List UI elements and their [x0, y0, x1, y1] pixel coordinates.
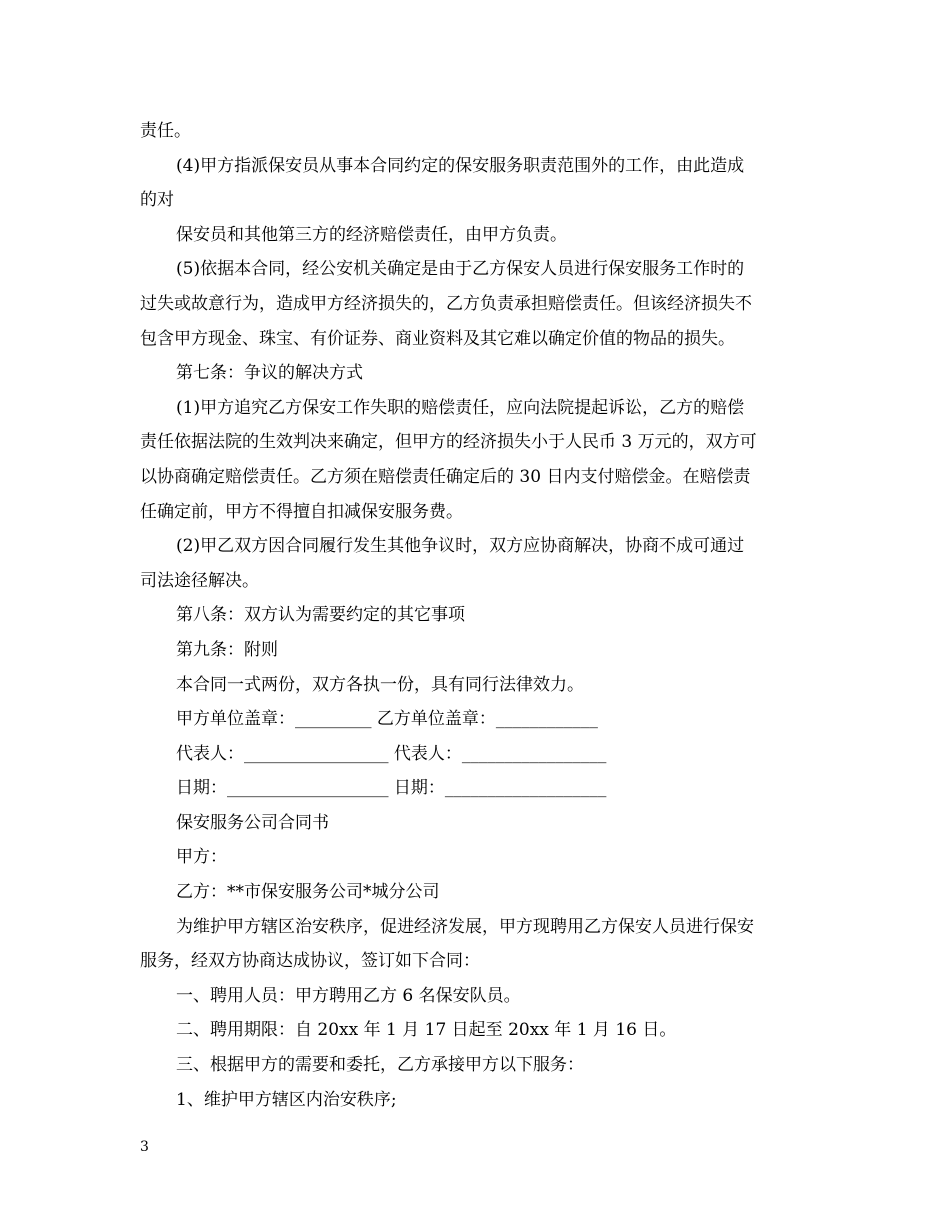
text-line: 本合同一式两份，双方各执一份，具有同行法律效力。: [176, 674, 584, 695]
text-line: 司法途径解决。: [140, 570, 259, 591]
page-number: 3: [140, 1139, 149, 1155]
signature-seal-line: 甲方单位盖章：_________ 乙方单位盖章：____________: [176, 709, 598, 730]
text-line: 二、聘用期限：自 20xx 年 1 月 17 日起至 20xx 年 1 月 16 日。: [176, 1020, 677, 1041]
text-line: 以协商确定赔偿责任。乙方须在赔偿责任确定后的 30 日内支付赔偿金。在赔偿责: [140, 466, 751, 487]
text-line: 任确定前，甲方不得擅自扣减保安服务费。: [140, 501, 463, 522]
section-heading: 第八条：双方认为需要约定的其它事项: [176, 605, 465, 626]
text-line: 责任。: [140, 121, 191, 141]
text-line: 包含甲方现金、珠宝、有价证券、商业资料及其它难以确定价值的物品的损失。: [140, 328, 735, 349]
text-line: (5)依据本合同，经公安机关确定是由于乙方保安人员进行保安服务工作时的: [176, 259, 745, 280]
text-line: 保安员和其他第三方的经济赔偿责任，由甲方负责。: [176, 224, 567, 245]
document-body: [140, 114, 812, 1117]
text-line: 的对: [140, 190, 174, 211]
text-line: 服务，经双方协商达成协议，签订如下合同：: [140, 951, 480, 972]
text-line: 过失或故意行为，造成甲方经济损失的，乙方负责承担赔偿责任。但该经济损失不: [140, 293, 752, 314]
section-heading: 第九条：附则: [176, 639, 278, 660]
text-line: (2)甲乙双方因合同履行发生其他争议时，双方应协商解决，协商不成可通过: [176, 536, 745, 557]
text-line: 一、聘用人员：甲方聘用乙方 6 名保安队员。: [176, 985, 521, 1006]
party-b-line: 乙方：**市保安服务公司*城分公司: [176, 882, 440, 903]
signature-representative-line: 代表人：_________________ 代表人：_________________: [176, 743, 607, 764]
section-heading: 第七条：争议的解决方式: [176, 363, 363, 384]
text-line: 为维护甲方辖区治安秩序，促进经济发展，甲方现聘用乙方保安人员进行保安: [176, 916, 754, 937]
text-line: 责任依据法院的生效判决来确定，但甲方的经济损失小于人民币 3 万元的，双方可: [140, 432, 757, 453]
signature-date-line: 日期：___________________ 日期：___________________: [176, 778, 607, 799]
party-a-line: 甲方：: [176, 847, 227, 868]
contract-title: 保安服务公司合同书: [176, 812, 329, 833]
text-line: 三、根据甲方的需要和委托，乙方承接甲方以下服务：: [176, 1055, 584, 1076]
text-line: 1、维护甲方辖区内治安秩序;: [176, 1089, 397, 1110]
text-line: (1)甲方追究乙方保安工作失职的赔偿责任，应向法院提起诉讼，乙方的赔偿: [176, 397, 745, 418]
text-line: (4)甲方指派保安员从事本合同约定的保安服务职责范围外的工作，由此造成: [176, 155, 745, 176]
